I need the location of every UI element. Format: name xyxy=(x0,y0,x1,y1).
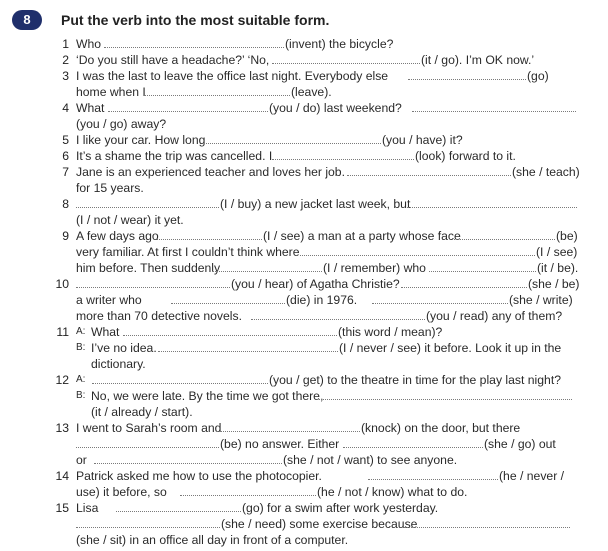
item-number: 10 xyxy=(55,277,69,291)
exercise-line xyxy=(0,100,608,116)
exercise-line xyxy=(0,260,608,276)
answer-blank[interactable] xyxy=(94,463,282,464)
item-text: (be) xyxy=(556,229,578,243)
item-text: What xyxy=(76,101,105,115)
item-number: 2 xyxy=(62,53,69,67)
item-text: I’ve no idea. xyxy=(91,341,157,355)
item-text: (she / teach) xyxy=(512,165,580,179)
exercise-line xyxy=(0,500,608,516)
answer-blank[interactable] xyxy=(429,271,536,272)
exercise-number-badge: 8 xyxy=(12,10,42,30)
item-text: (I / buy) a new jacket last week, but xyxy=(220,197,411,211)
answer-blank[interactable] xyxy=(116,511,241,512)
item-text: (this word / mean)? xyxy=(338,325,443,339)
exercise-line xyxy=(0,340,608,356)
item-text: (invent) the bicycle? xyxy=(285,37,394,51)
item-text: Patrick asked me how to use the photocopier. xyxy=(76,469,322,483)
item-text: very familiar. At first I couldn’t think where xyxy=(76,245,300,259)
speaker-label: A: xyxy=(76,374,86,385)
answer-blank[interactable] xyxy=(123,335,337,336)
item-text: (you / get) to the theatre in time for the play last night? xyxy=(269,373,561,387)
item-text: (I / never / see) it before. Look it up in the xyxy=(339,341,562,355)
answer-blank[interactable] xyxy=(145,95,290,96)
exercise-instruction: Put the verb into the most suitable form. xyxy=(61,12,330,28)
item-text: (I / see) a man at a party whose face xyxy=(263,229,461,243)
item-number: 1 xyxy=(62,37,69,51)
item-number: 6 xyxy=(62,149,69,163)
answer-blank[interactable] xyxy=(343,447,483,448)
item-text: (you / have) it? xyxy=(382,133,463,147)
answer-blank[interactable] xyxy=(401,287,527,288)
item-text: for 15 years. xyxy=(76,181,144,195)
exercise-line xyxy=(0,404,608,420)
answer-blank[interactable] xyxy=(412,111,576,112)
exercise-line xyxy=(0,468,608,484)
answer-blank[interactable] xyxy=(347,175,511,176)
item-text: dictionary. xyxy=(91,357,146,371)
item-text: (it / go). I’m OK now.’ xyxy=(421,53,535,67)
item-text: (you / do) last weekend? xyxy=(269,101,402,115)
exercise-line xyxy=(0,244,608,260)
answer-blank[interactable] xyxy=(180,495,316,496)
item-text: (it / be). xyxy=(537,261,579,275)
answer-blank[interactable] xyxy=(272,63,420,64)
item-text: (she / sit) in an office all day in front of a computer. xyxy=(76,533,349,547)
exercise-line xyxy=(0,148,608,164)
item-text: Who xyxy=(76,37,102,51)
exercise-line xyxy=(0,436,608,452)
answer-blank[interactable] xyxy=(76,447,219,448)
item-text: him before. Then suddenly xyxy=(76,261,221,275)
item-text: What xyxy=(91,325,120,339)
item-text: (I / see) xyxy=(536,245,578,259)
item-text: (you / go) away? xyxy=(76,117,167,131)
answer-blank[interactable] xyxy=(408,79,526,80)
exercise-line xyxy=(0,180,608,196)
item-text: Jane is an experienced teacher and loves her job. xyxy=(76,165,345,179)
item-text: (she / be) xyxy=(528,277,580,291)
item-text: It’s a shame the trip was cancelled. I xyxy=(76,149,273,163)
item-text: (go) for a swim after work yesterday. xyxy=(242,501,439,515)
answer-blank[interactable] xyxy=(92,383,268,384)
item-text: (she / write) xyxy=(509,293,573,307)
item-text: home when I xyxy=(76,85,146,99)
item-text: or xyxy=(76,453,87,467)
item-number: 8 xyxy=(62,197,69,211)
item-text: use) it before, so xyxy=(76,485,167,499)
item-text: I like your car. How long xyxy=(76,133,206,147)
exercise-line xyxy=(0,420,608,436)
answer-blank[interactable] xyxy=(171,303,285,304)
answer-blank[interactable] xyxy=(251,319,425,320)
exercise-line xyxy=(0,372,608,388)
exercise-line xyxy=(0,292,608,308)
item-text: (I / remember) who xyxy=(323,261,426,275)
item-text: I went to Sarah’s room and xyxy=(76,421,222,435)
exercise-line xyxy=(0,276,608,292)
exercise-line xyxy=(0,116,608,132)
answer-blank[interactable] xyxy=(104,47,284,48)
answer-blank[interactable] xyxy=(158,351,338,352)
item-text: No, we were late. By the time we got there, xyxy=(91,389,324,403)
item-text: (she / need) some exercise because xyxy=(221,517,418,531)
exercise-line xyxy=(0,212,608,228)
speaker-label: B: xyxy=(76,342,86,353)
item-text: (be) no answer. Either xyxy=(220,437,340,451)
item-text: (he / never / xyxy=(499,469,565,483)
item-text: (I / not / wear) it yet. xyxy=(76,213,184,227)
item-text: (knock) on the door, but there xyxy=(361,421,521,435)
exercise-line xyxy=(0,308,608,324)
item-text: ‘Do you still have a headache?’ ‘No, xyxy=(76,53,270,67)
exercise-line xyxy=(0,68,608,84)
exercise-line xyxy=(0,164,608,180)
exercise-line xyxy=(0,132,608,148)
answer-blank[interactable] xyxy=(108,111,268,112)
item-number: 5 xyxy=(62,133,69,147)
item-text: (he / not / know) what to do. xyxy=(317,485,468,499)
item-text: more than 70 detective novels. xyxy=(76,309,242,323)
exercise-line xyxy=(0,452,608,468)
item-number: 13 xyxy=(55,421,69,435)
answer-blank[interactable] xyxy=(76,527,220,528)
answer-blank[interactable] xyxy=(206,143,381,144)
item-number: 12 xyxy=(55,373,69,387)
item-text: I was the last to leave the office last night. Everybody else xyxy=(76,69,389,83)
exercise-line xyxy=(0,324,608,340)
item-number: 9 xyxy=(62,229,69,243)
answer-blank[interactable] xyxy=(216,431,360,432)
exercise-line xyxy=(0,36,608,52)
item-text: (you / read) any of them? xyxy=(426,309,563,323)
answer-blank[interactable] xyxy=(317,399,572,400)
answer-blank[interactable] xyxy=(272,159,414,160)
exercise-line xyxy=(0,196,608,212)
exercise-line xyxy=(0,356,608,372)
answer-blank[interactable] xyxy=(300,255,535,256)
answer-blank[interactable] xyxy=(212,271,322,272)
item-text: (she / not / want) to see anyone. xyxy=(283,453,458,467)
exercise-line xyxy=(0,52,608,68)
item-text: (go) xyxy=(527,69,549,83)
item-text: (leave). xyxy=(291,85,332,99)
item-number: 4 xyxy=(62,101,69,115)
exercise-line xyxy=(0,484,608,500)
item-number: 14 xyxy=(55,469,69,483)
item-text: (she / go) out xyxy=(484,437,556,451)
item-text: (it / already / start). xyxy=(91,405,193,419)
answer-blank[interactable] xyxy=(404,527,570,528)
exercise-line xyxy=(0,388,608,404)
answer-blank[interactable] xyxy=(452,239,555,240)
exercise-line xyxy=(0,532,608,548)
answer-blank[interactable] xyxy=(76,287,230,288)
item-number: 15 xyxy=(55,501,69,515)
item-text: Lisa xyxy=(76,501,99,515)
item-number: 3 xyxy=(62,69,69,83)
item-number: 11 xyxy=(56,325,69,339)
item-text: A few days ago xyxy=(76,229,159,243)
answer-blank[interactable] xyxy=(372,303,508,304)
item-text: (die) in 1976. xyxy=(286,293,358,307)
exercise-line xyxy=(0,228,608,244)
item-text: (you / hear) of Agatha Christie? xyxy=(231,277,400,291)
answer-blank[interactable] xyxy=(368,479,498,480)
answer-blank[interactable] xyxy=(407,207,577,208)
item-text: (look) forward to it. xyxy=(415,149,516,163)
speaker-label: B: xyxy=(76,390,86,401)
speaker-label: A: xyxy=(76,326,86,337)
item-number: 7 xyxy=(62,165,69,179)
exercise-line xyxy=(0,516,608,532)
answer-blank[interactable] xyxy=(157,239,262,240)
item-text: a writer who xyxy=(76,293,142,307)
answer-blank[interactable] xyxy=(76,207,219,208)
exercise-line xyxy=(0,84,608,100)
